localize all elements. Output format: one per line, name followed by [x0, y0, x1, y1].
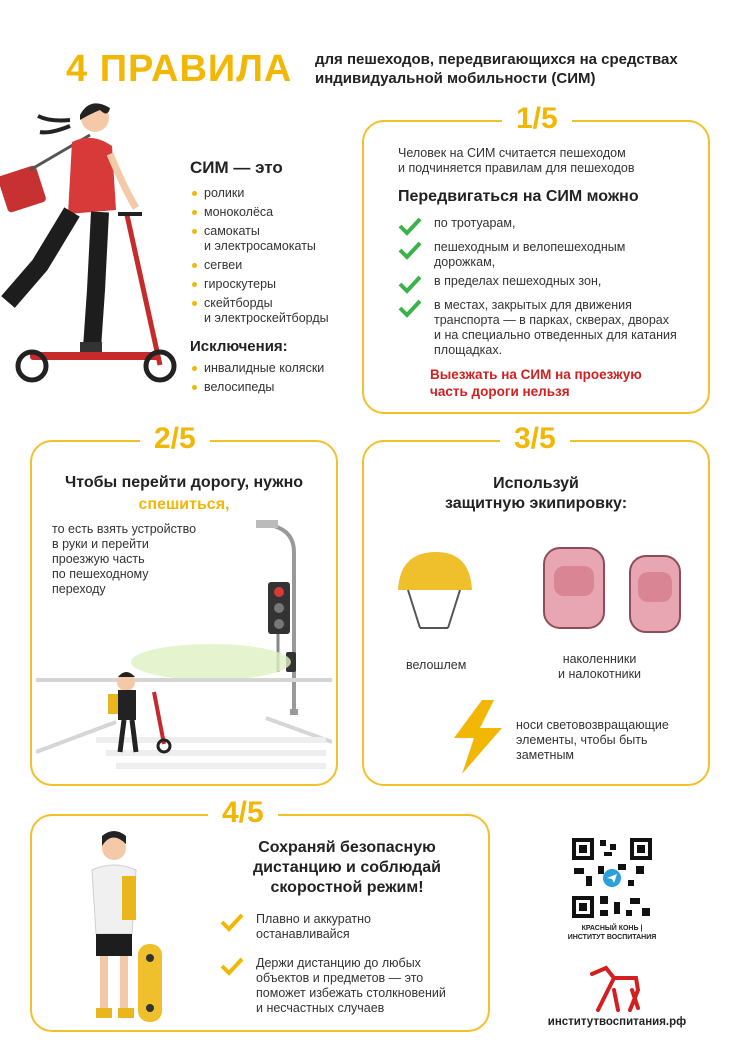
- rule1-heading: Передвигаться на СИМ можно: [398, 188, 639, 205]
- list-item: скейтборды и электроскейтборды: [190, 296, 360, 326]
- rule2-highlight: спешиться,: [138, 496, 230, 513]
- list-item: по тротуарам,: [398, 216, 515, 236]
- qr-code-icon: [570, 836, 654, 920]
- check-icon: [398, 240, 422, 260]
- list-item: в местах, закрытых для движения транспорта — в парках, скверах, дворах и на специально отведенных для катания площадках.: [398, 298, 677, 358]
- list-item: гироскутеры: [190, 277, 360, 292]
- check-icon: [398, 274, 422, 294]
- list-item: Держи дистанцию до любых объектов и предметов — это поможет избежать столкновений и несчастных случаев: [220, 956, 446, 1016]
- exceptions-heading: Исключения:: [190, 338, 288, 355]
- sim-heading: СИМ — это: [190, 158, 283, 177]
- reflect-text: носи световозвращающие элементы, чтобы быть заметным: [516, 718, 669, 762]
- helmet-icon: [394, 546, 474, 636]
- list-item: самокаты и электросамокаты: [190, 224, 360, 254]
- list-item: пешеходным и велопешеходным дорожкам,: [398, 240, 625, 270]
- sim-definition: [190, 158, 360, 399]
- exceptions-list: [190, 361, 360, 395]
- page-subtitle: для пешеходов, передвигающихся на средствах индивидуальной мобильности (СИМ): [315, 51, 678, 87]
- list-item: сегвеи: [190, 258, 360, 273]
- check-icon: [398, 216, 422, 236]
- rule2-heading: Чтобы перейти дорогу, нужно: [64, 474, 304, 491]
- rule3-number: 3/5: [500, 422, 570, 456]
- skateboarder-illustration: [82, 826, 192, 1026]
- rule2-card: [30, 422, 338, 786]
- elbow-pad-icon: [626, 552, 686, 638]
- rule4-card: [30, 796, 490, 1032]
- list-item: в пределах пешеходных зон,: [398, 274, 601, 294]
- list-item: велосипеды: [190, 380, 360, 395]
- page-title: 4 ПРАВИЛА: [66, 48, 293, 90]
- rule1-number: 1/5: [502, 102, 572, 136]
- rule1-warning: Выезжать на СИМ на проезжую часть дороги нельзя: [430, 367, 642, 399]
- check-icon: [220, 912, 244, 932]
- list-item: Плавно и аккуратно останавливайся: [220, 912, 371, 942]
- lightning-icon: [448, 700, 508, 774]
- scooter-girl-illustration: [0, 90, 185, 390]
- rule4-heading: Сохраняй безопасную дистанцию и соблюдай скоростной режим!: [252, 839, 441, 896]
- check-icon: [220, 956, 244, 976]
- knee-pad-icon: [536, 542, 616, 634]
- qr-caption: КРАСНЫЙ КОНЬ | ИНСТИТУТ ВОСПИТАНИЯ: [567, 925, 657, 941]
- rule3-heading: Используй защитную экипировку:: [444, 475, 628, 512]
- rule3-card: [362, 422, 710, 786]
- crossing-illustration: [36, 512, 332, 778]
- list-item: моноколёса: [190, 205, 360, 220]
- pads-label: наколенники и налокотники: [558, 652, 642, 681]
- rule1-intro: Человек на СИМ считается пешеходом и подчиняется правилам для пешеходов: [398, 146, 635, 175]
- rule2-number: 2/5: [140, 422, 210, 456]
- red-horse-logo-icon: [588, 964, 642, 1012]
- list-item: инвалидные коляски: [190, 361, 360, 376]
- sim-list: [190, 186, 360, 326]
- list-item: ролики: [190, 186, 360, 201]
- rule1-card: [362, 102, 710, 414]
- check-icon: [398, 298, 422, 318]
- site-link[interactable]: институтвоспитания.рф: [547, 1016, 687, 1028]
- rule4-number: 4/5: [208, 796, 278, 830]
- helmet-label: велошлем: [406, 658, 467, 672]
- rule2-text: то есть взять устройство в руки и перейти проезжую часть по пешеходному переходу: [52, 522, 197, 596]
